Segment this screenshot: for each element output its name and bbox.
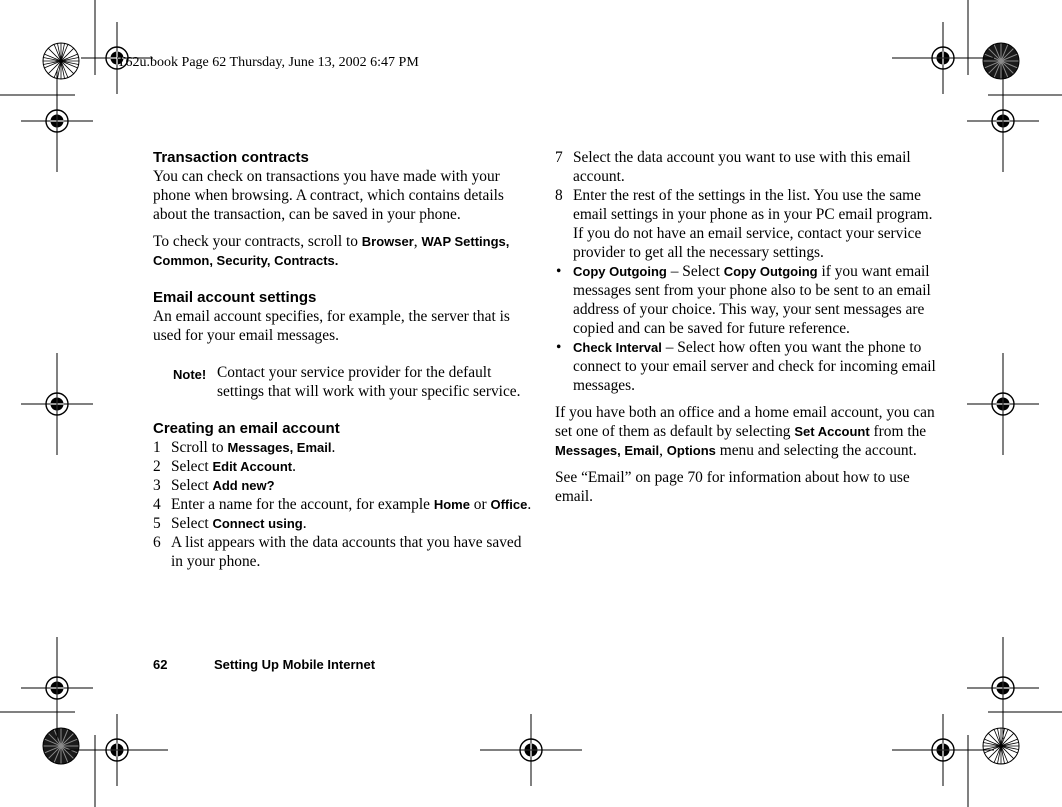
page-number: 62 [153,657,168,672]
list-item: 3 Select Add new? [153,477,275,494]
list-item: 1 Scroll to Messages, Email. [153,439,336,456]
running-footer-title: Setting Up Mobile Internet [214,657,376,672]
section-heading-transaction: Transaction contracts [153,149,309,166]
list-item: 5 Select Connect using. [153,515,307,532]
list-item: 2 Select Edit Account. [153,458,296,475]
registration-target-icon [43,43,79,79]
email-settings-paragraph: An email account specifies, for example, the server that is used for your email messages. [153,308,510,344]
right-column [555,148,937,506]
note-text: Contact your service provider for the default settings that will work with your specific service. [217,364,521,400]
menu-path-contracts: WAP Settings, Common, Security, Contracts. [153,234,510,268]
check-contracts-paragraph: To check your contracts, scroll to Browser, WAP Settings, Common, Security, Contracts. [153,233,510,268]
default-account-paragraph: If you have both an office and a home email account, you can set one of them as default by selecting Set Account from the Messages, Email, Options menu and selecting the account. [555,404,935,459]
transaction-paragraph: You can check on transactions you have made with your phone when browsing. A contract, which contains details about the transaction, can be saved in your phone. [153,168,504,223]
see-email-paragraph: See “Email” on page 70 for information about how to use email. [555,469,910,505]
steps-list [153,438,537,571]
list-item: 6 A list appears with the data accounts that you have saved in your phone. [153,534,522,570]
list-item: 4 Enter a name for the account, for example Home or Office. [153,496,532,513]
note-box [173,363,537,401]
print-slug: T62u.book Page 62 Thursday, June 13, 2002 6:47 PM [117,55,419,70]
note-label: Note! [173,367,207,382]
bullet-check-interval: • Check Interval – Select how often you want the phone to connect to your email server and check for incoming email messages. [556,339,936,394]
menu-path-browser: Browser [361,234,414,249]
section-heading-email-settings: Email account settings [153,289,317,306]
list-item: 7 Select the data account you want to use with this email account. [555,149,911,185]
left-column [153,148,537,571]
registration-target-icon [983,43,1019,79]
registration-target-icon [43,728,79,764]
bullet-copy-outgoing: • Copy Outgoing – Select Copy Outgoing if you want email messages sent from your phone also to be sent to an email address of your choice. This way, your sent messages are copied and can be saved for future reference. [556,263,931,337]
list-item: 8 Enter the rest of the settings in the list. You use the same email settings in your phone as in your PC email program. If you do not have an email service, contact your service provider to get all the necessary settings. [555,187,933,261]
section-heading-creating-account: Creating an email account [153,420,340,437]
registration-target-icon [983,728,1019,764]
